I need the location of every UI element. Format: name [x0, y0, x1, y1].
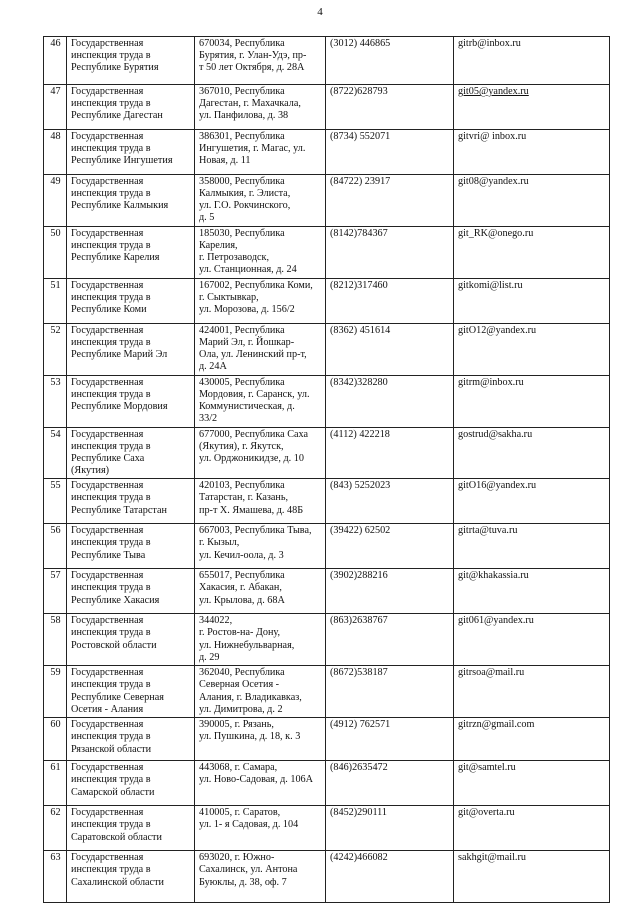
- table-row: [44, 479, 610, 524]
- organization-line: инспекция труда в: [71, 774, 151, 786]
- address-line: ул. Кечил-оола, д. 3: [199, 549, 284, 561]
- address-line: Татарстан, г. Казань,: [199, 492, 289, 504]
- organization-cell: [67, 806, 195, 851]
- address-cell: [195, 279, 326, 324]
- organization-line: Республике Хакасия: [71, 594, 160, 606]
- phone-cell: (3902)288216: [326, 569, 454, 614]
- address-line: Калмыкия, г. Элиста,: [199, 188, 291, 200]
- table-row: [44, 175, 610, 227]
- organization-line: инспекция труда в: [71, 627, 151, 639]
- email-link[interactable]: gostrud@sakha.ru: [458, 429, 533, 440]
- organization-line: Государственная: [71, 480, 144, 492]
- address-line: Марий Эл, г. Йошкар-: [199, 337, 295, 349]
- organization-cell: [67, 428, 195, 479]
- email-link[interactable]: git08@yandex.ru: [458, 176, 529, 187]
- row-number: 59: [44, 666, 67, 718]
- row-number: 53: [44, 376, 67, 428]
- email-cell: [454, 614, 610, 666]
- address-line: д. 29: [199, 651, 220, 663]
- address-line: Ола, ул. Ленинский пр-т,: [199, 349, 307, 361]
- address-line: 386301, Республика: [199, 131, 285, 142]
- email-cell: [454, 761, 610, 806]
- organization-cell: [67, 175, 195, 227]
- organization-line: Государственная: [71, 525, 144, 537]
- phone-cell: (84722) 23917: [326, 175, 454, 227]
- address-line: 677000, Республика Саха: [199, 429, 309, 440]
- row-number: 61: [44, 761, 67, 806]
- organization-line: Республике Саха: [71, 453, 145, 465]
- address-line: ул. Орджоникидзе, д. 10: [199, 453, 304, 465]
- organization-cell: [67, 279, 195, 324]
- phone-cell: (4242)466082: [326, 851, 454, 903]
- email-link[interactable]: gitrm@inbox.ru: [458, 377, 524, 388]
- phone-cell: (8342)328280: [326, 376, 454, 428]
- email-cell: [454, 130, 610, 175]
- address-line: ул. Ново-Садовая, д. 106А: [199, 774, 313, 786]
- phone-cell: (8722)628793: [326, 85, 454, 130]
- address-line: ул. Станционная, д. 24: [199, 264, 297, 276]
- organization-line: инспекция труда в: [71, 188, 151, 200]
- email-link[interactable]: gitO12@yandex.ru: [458, 325, 537, 336]
- organization-line: Государственная: [71, 377, 144, 388]
- table-row: [44, 37, 610, 85]
- address-cell: [195, 376, 326, 428]
- table-row: [44, 718, 610, 761]
- organization-cell: [67, 376, 195, 428]
- phone-cell: (8142)784367: [326, 227, 454, 279]
- email-link[interactable]: gitrzn@gmail.com: [458, 719, 535, 731]
- organization-line: инспекция труда в: [71, 292, 151, 304]
- organization-line: Государственная: [71, 280, 144, 291]
- organization-cell: [67, 851, 195, 903]
- address-line: 167002, Республика Коми,: [199, 280, 313, 291]
- email-link[interactable]: gitrsoa@mail.ru: [458, 667, 525, 679]
- address-line: 655017, Республика: [199, 570, 285, 582]
- email-cell: [454, 85, 610, 130]
- organization-line: Государственная: [71, 429, 144, 440]
- email-cell: [454, 376, 610, 428]
- phone-cell: (846)2635472: [326, 761, 454, 806]
- organization-line: Республике Калмыкия: [71, 200, 169, 212]
- address-line: 670034, Республика: [199, 38, 285, 49]
- address-line: Новая, д. 11: [199, 155, 251, 167]
- row-number: 57: [44, 569, 67, 614]
- address-line: ул. Крылова, д. 68А: [199, 594, 285, 606]
- organization-line: Государственная: [71, 228, 144, 239]
- organization-line: Саратовской области: [71, 831, 162, 843]
- table-row: [44, 524, 610, 569]
- address-line: Хакасия, г. Абакан,: [199, 582, 282, 594]
- organization-line: инспекция труда в: [71, 240, 151, 252]
- address-line: Мордовия, г. Саранск, ул.: [199, 389, 310, 401]
- organization-line: Республике Татарстан: [71, 504, 167, 516]
- address-line: Алания, г. Владикавказ,: [199, 691, 302, 703]
- address-cell: [195, 614, 326, 666]
- row-number: 48: [44, 130, 67, 175]
- address-line: пр-т Х. Ямашева, д. 48Б: [199, 504, 304, 516]
- organization-line: Республике Ингушетия: [71, 155, 173, 167]
- address-line: Сахалинск, ул. Антона: [199, 864, 298, 876]
- email-cell: [454, 37, 610, 85]
- phone-cell: (8734) 552071: [326, 130, 454, 175]
- organization-line: инспекция труда в: [71, 819, 151, 831]
- address-line: Буюклы, д. 38, оф. 7: [199, 876, 287, 888]
- address-line: 410005, г. Саратов,: [199, 807, 281, 819]
- address-line: ул. 1- я Садовая, д. 104: [199, 819, 299, 831]
- organization-line: инспекция труда в: [71, 864, 151, 876]
- address-line: Северная Осетия -: [199, 679, 280, 691]
- address-line: д. 5: [199, 212, 215, 224]
- address-line: ул. Морозова, д. 156/2: [199, 304, 295, 316]
- table-row: [44, 614, 610, 666]
- organization-line: Республике Бурятия: [71, 62, 159, 74]
- address-line: т 50 лет Октября, д. 28А: [199, 62, 305, 74]
- address-line: 430005, Республика: [199, 377, 285, 388]
- organization-line: Республике Тыва: [71, 549, 146, 561]
- email-link[interactable]: sakhgit@mail.ru: [458, 852, 526, 864]
- phone-cell: (8362) 451614: [326, 324, 454, 376]
- table-row: [44, 376, 610, 428]
- address-line: ул. Нижнебульварная,: [199, 639, 295, 651]
- organization-line: Государственная: [71, 176, 144, 187]
- email-cell: [454, 569, 610, 614]
- address-line: 33/2: [199, 413, 218, 425]
- address-cell: [195, 130, 326, 175]
- organization-line: Государственная: [71, 852, 144, 864]
- address-cell: [195, 718, 326, 761]
- email-link[interactable]: git_RK@onego.ru: [458, 228, 534, 239]
- inspection-directory-table: [43, 36, 610, 903]
- organization-line: инспекция труда в: [71, 98, 151, 110]
- row-number: 60: [44, 718, 67, 761]
- organization-cell: [67, 479, 195, 524]
- organization-line: Государственная: [71, 719, 144, 731]
- email-link[interactable]: git@samtel.ru: [458, 762, 516, 774]
- email-link[interactable]: git@overta.ru: [458, 807, 515, 819]
- organization-cell: [67, 666, 195, 718]
- email-link[interactable]: git05@yandex.ru: [458, 86, 529, 97]
- address-line: 358000, Республика: [199, 176, 285, 187]
- email-link[interactable]: git@khakassia.ru: [458, 570, 529, 582]
- address-line: ул. Г.О. Рокчинского,: [199, 200, 291, 212]
- organization-cell: [67, 324, 195, 376]
- row-number: 62: [44, 806, 67, 851]
- organization-cell: [67, 761, 195, 806]
- phone-cell: (8672)538187: [326, 666, 454, 718]
- organization-line: Государственная: [71, 38, 144, 49]
- address-line: ул. Пушкина, д. 18, к. 3: [199, 731, 301, 743]
- table-row: [44, 666, 610, 718]
- organization-line: инспекция труда в: [71, 337, 151, 349]
- address-cell: [195, 524, 326, 569]
- email-cell: [454, 851, 610, 903]
- table-row: [44, 279, 610, 324]
- address-cell: [195, 37, 326, 85]
- row-number: 54: [44, 428, 67, 479]
- phone-cell: (843) 5252023: [326, 479, 454, 524]
- address-line: Бурятия, г. Улан-Удэ, пр-: [199, 50, 307, 62]
- address-line: 390005, г. Рязань,: [199, 719, 274, 731]
- table-row: [44, 428, 610, 479]
- email-link[interactable]: gitkomi@list.ru: [458, 280, 523, 291]
- address-cell: [195, 569, 326, 614]
- organization-line: инспекция труда в: [71, 441, 151, 453]
- row-number: 58: [44, 614, 67, 666]
- row-number: 55: [44, 479, 67, 524]
- organization-cell: [67, 130, 195, 175]
- email-cell: [454, 666, 610, 718]
- organization-line: Республике Карелия: [71, 252, 160, 264]
- address-line: 424001, Республика: [199, 325, 285, 336]
- table-row: [44, 130, 610, 175]
- organization-line: Государственная: [71, 667, 144, 679]
- organization-cell: [67, 614, 195, 666]
- organization-cell: [67, 85, 195, 130]
- organization-cell: [67, 227, 195, 279]
- email-cell: [454, 227, 610, 279]
- organization-line: Государственная: [71, 615, 144, 627]
- address-cell: [195, 479, 326, 524]
- table-body: [44, 37, 610, 903]
- email-cell: [454, 524, 610, 569]
- table-row: [44, 227, 610, 279]
- row-number: 50: [44, 227, 67, 279]
- email-cell: [454, 279, 610, 324]
- organization-line: Государственная: [71, 570, 144, 582]
- address-cell: [195, 761, 326, 806]
- address-line: Дагестан, г. Махачкала,: [199, 98, 301, 110]
- organization-cell: [67, 524, 195, 569]
- organization-line: инспекция труда в: [71, 143, 151, 155]
- organization-line: Республике Дагестан: [71, 110, 163, 122]
- address-cell: [195, 666, 326, 718]
- page-number: 4: [317, 6, 323, 18]
- organization-line: Государственная: [71, 807, 144, 819]
- address-line: г. Кызыл,: [199, 537, 240, 549]
- organization-line: Республике Марий Эл: [71, 349, 168, 361]
- email-cell: [454, 806, 610, 851]
- organization-cell: [67, 569, 195, 614]
- row-number: 56: [44, 524, 67, 569]
- address-line: ул. Панфилова, д. 38: [199, 110, 289, 122]
- address-line: д. 24А: [199, 361, 227, 373]
- phone-cell: (39422) 62502: [326, 524, 454, 569]
- organization-cell: [67, 37, 195, 85]
- address-cell: [195, 175, 326, 227]
- email-cell: [454, 718, 610, 761]
- row-number: 46: [44, 37, 67, 85]
- organization-line: инспекция труда в: [71, 50, 151, 62]
- organization-line: Республике Мордовия: [71, 401, 168, 413]
- address-line: ул. Димитрова, д. 2: [199, 703, 283, 715]
- address-line: г. Петрозаводск,: [199, 252, 270, 264]
- phone-cell: (4912) 762571: [326, 718, 454, 761]
- organization-cell: [67, 718, 195, 761]
- email-cell: [454, 428, 610, 479]
- address-cell: [195, 851, 326, 903]
- address-line: 443068, г. Самара,: [199, 762, 278, 774]
- address-line: 420103, Республика: [199, 480, 285, 492]
- table-row: [44, 85, 610, 130]
- organization-line: Осетия - Алания: [71, 703, 144, 715]
- address-cell: [195, 227, 326, 279]
- address-line: 344022,: [199, 615, 233, 627]
- address-line: Ингушетия, г. Магас, ул.: [199, 143, 306, 155]
- address-line: г. Ростов-на- Дону,: [199, 627, 281, 639]
- organization-line: инспекция труда в: [71, 582, 151, 594]
- address-cell: [195, 85, 326, 130]
- organization-line: (Якутия): [71, 465, 110, 477]
- organization-line: инспекция труда в: [71, 492, 151, 504]
- row-number: 52: [44, 324, 67, 376]
- row-number: 63: [44, 851, 67, 903]
- email-link[interactable]: gitvri@ inbox.ru: [458, 131, 527, 142]
- phone-cell: (863)2638767: [326, 614, 454, 666]
- organization-line: Государственная: [71, 325, 144, 336]
- table-row: [44, 324, 610, 376]
- row-number: 49: [44, 175, 67, 227]
- organization-line: Государственная: [71, 762, 144, 774]
- email-link[interactable]: gitrta@tuva.ru: [458, 525, 518, 537]
- organization-line: инспекция труда в: [71, 679, 151, 691]
- table-row: [44, 761, 610, 806]
- table-row: [44, 851, 610, 903]
- organization-line: Республике Северная: [71, 691, 164, 703]
- phone-cell: (4112) 422218: [326, 428, 454, 479]
- organization-line: Сахалинской области: [71, 876, 164, 888]
- organization-line: Ростовской области: [71, 639, 157, 651]
- organization-line: Республике Коми: [71, 304, 147, 316]
- address-line: 185030, Республика: [199, 228, 285, 239]
- email-cell: [454, 324, 610, 376]
- organization-line: Государственная: [71, 86, 144, 97]
- organization-line: Рязанской области: [71, 743, 152, 755]
- address-cell: [195, 806, 326, 851]
- address-line: г. Сыктывкар,: [199, 292, 259, 304]
- email-link[interactable]: git061@yandex.ru: [458, 615, 534, 627]
- organization-line: Самарской области: [71, 786, 155, 798]
- address-line: 362040, Республика: [199, 667, 285, 679]
- address-line: 367010, Республика: [199, 86, 285, 97]
- phone-cell: (8452)290111: [326, 806, 454, 851]
- address-line: Коммунистическая, д.: [199, 401, 295, 413]
- row-number: 47: [44, 85, 67, 130]
- organization-line: Государственная: [71, 131, 144, 142]
- email-cell: [454, 479, 610, 524]
- organization-line: инспекция труда в: [71, 731, 151, 743]
- email-cell: [454, 175, 610, 227]
- organization-line: инспекция труда в: [71, 537, 151, 549]
- address-line: (Якутия), г. Якутск,: [199, 441, 284, 453]
- address-line: 667003, Республика Тыва,: [199, 525, 312, 537]
- email-link[interactable]: gitrb@inbox.ru: [458, 38, 521, 49]
- email-link[interactable]: gitO16@yandex.ru: [458, 480, 537, 492]
- address-cell: [195, 428, 326, 479]
- phone-cell: (3012) 446865: [326, 37, 454, 85]
- table-row: [44, 806, 610, 851]
- organization-line: инспекция труда в: [71, 389, 151, 401]
- address-line: Карелия,: [199, 240, 238, 252]
- row-number: 51: [44, 279, 67, 324]
- address-line: 693020, г. Южно-: [199, 852, 275, 864]
- address-cell: [195, 324, 326, 376]
- phone-cell: (8212)317460: [326, 279, 454, 324]
- table-row: [44, 569, 610, 614]
